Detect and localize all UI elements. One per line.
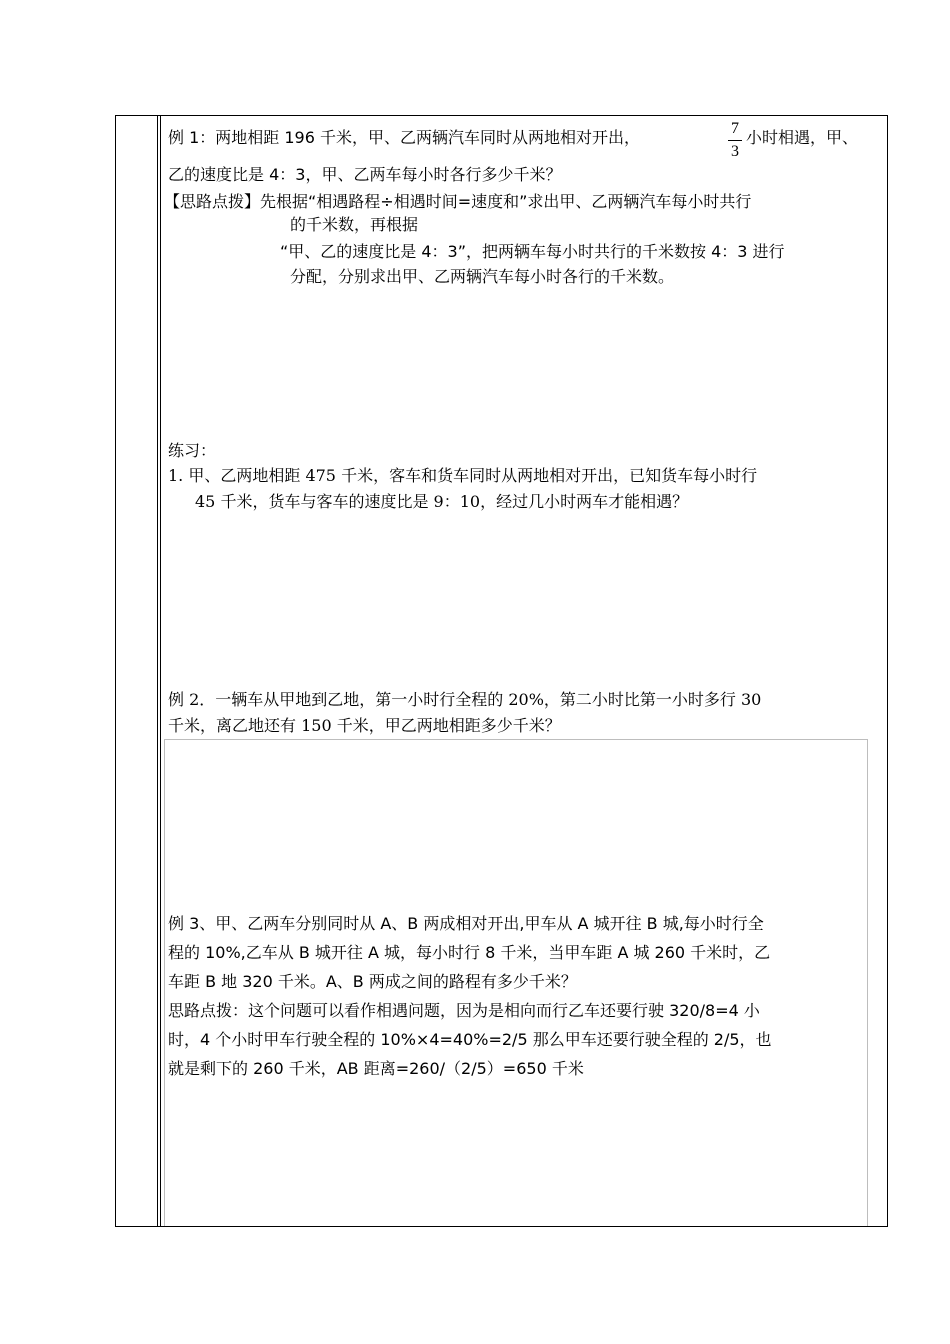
ex1-hint4: 分配，分别求出甲、乙两辆汽车每小时各行的千米数。 [290, 267, 675, 286]
practice-q1b: 45 千米，货车与客车的速度比是 9：10，经过几小时两车才能相遇？ [195, 492, 689, 511]
practice-q1a: 1. 甲、乙两地相距 475 千米，客车和货车同时从两地相对开出，已知货车每小时行 [168, 466, 758, 485]
left-column [116, 116, 158, 1226]
practice-heading: 练习： [168, 441, 217, 460]
ex1-hint2: 的千米数，再根据 [290, 215, 419, 234]
left-column-divider [158, 116, 161, 1226]
ex3-line3: 车距 B 地 320 千米。A、B 两成之间的路程有多少千米？ [168, 972, 577, 991]
ex1-line1a: 例 1：两地相距 196 千米，甲、乙两辆汽车同时从两地相对开出， [168, 128, 640, 147]
ex1-line1b: 小时相遇，甲、 [746, 128, 859, 147]
fraction-bar [728, 140, 742, 141]
ex3-line2: 程的 10%,乙车从 B 城开往 A 城，每小时行 8 千米，当甲车距 A 城 260 千米时，乙 [168, 943, 771, 962]
ex1-hint1: 【思路点拨】先根据“相遇路程÷相遇时间=速度和”求出甲、乙两辆汽车每小时共行 [164, 192, 752, 211]
ex3-hint2: 时，4 个小时甲车行驶全程的 10%×4=40%=2/5 那么甲车还要行驶全程的 2/5，也 [168, 1030, 772, 1049]
fraction-seven-thirds [727, 120, 743, 161]
ex3-hint1: 思路点拨：这个问题可以看作相遇问题，因为是相向而行乙车还要行驶 320/8=4 小 [168, 1001, 760, 1020]
ex1-hint3: “甲、乙的速度比是 4：3”，把两辆车每小时共行的千米数按 4：3 进行 [280, 242, 785, 261]
ex3-hint3: 就是剩下的 260 千米，AB 距离=260/（2/5）=650 千米 [168, 1059, 584, 1078]
ex2-line2: 千米，离乙地还有 150 千米，甲乙两地相距多少千米？ [168, 716, 561, 735]
fraction-denominator: 3 [731, 143, 739, 160]
ex1-line2: 乙的速度比是 4：3，甲、乙两车每小时各行多少千米？ [168, 165, 562, 184]
ex3-line1: 例 3、甲、乙两车分别同时从 A、B 两成相对开出,甲车从 A 城开往 B 城,每小时行全 [168, 914, 764, 933]
ex2-line1: 例 2．一辆车从甲地到乙地，第一小时行全程的 20%，第二小时比第一小时多行 30 [168, 690, 762, 709]
fraction-numerator: 7 [731, 120, 739, 137]
